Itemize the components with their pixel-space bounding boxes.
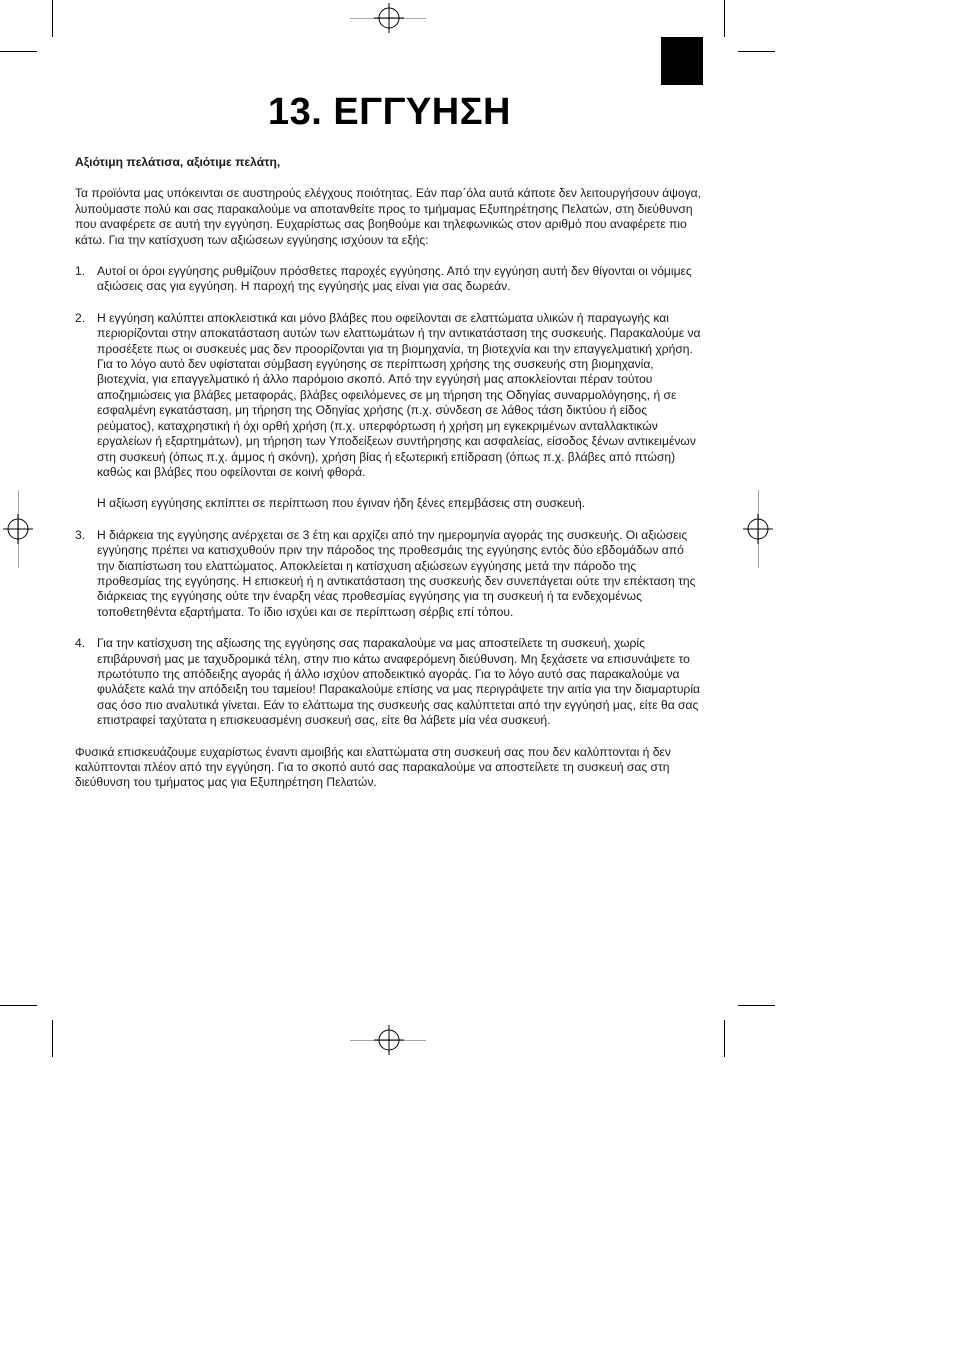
warranty-terms-list [75,264,703,729]
crop-mark [738,1005,775,1006]
item-text: Η εγγύηση καλύπτει αποκλειστικά και μόνο βλάβες που οφείλονται σε ελαττώματα υλικών ή παραγωγής και περιορίζονται στην αποκατάσταση αυτών των ελαττωμάτων ή την αντικατάσταση της συσκευής. Παρακαλούμε να προσέξετε πως οι συσκευές μας δεν προορίζονται για τη βιομηχανία, τη βιοτεχνία και την επαγγελματική χρήση. Για το λόγο αυτό δεν υφίσταται σύμβαση εγγύησης σε περίπτωση χρήσης της συσκευής στη βιομηχανία, βιοτεχνία, για επαγγελματικό ή άλλο παρόμοιο σκοπό. Από την εγγύησή μας αποκλείονται πέραν τούτου αποζημιώσεις για βλάβες μεταφοράς, βλάβες οφειλόμενες σε μη τήρηση της Οδηγίας συναρμολόγησης, ή σε εσφαλμένη εγκατάσταση, μη τήρηση της Οδηγίας χρήσης (π.χ. σύνδεση σε λάθος τάση δικτύου ή είδος ρεύματος), καταχρηστική ή όχι ορθή χρήση (π.χ. υπερφόρτωση ή χρήση μη εγκεκριμένων ανταλλακτικών εργαλείων ή εξαρτημάτων), μη τήρηση των Υποδείξεων συντήρησης και ασφαλείας, είσοδος ξένων αντικειμένων στη συσκευή (όπως π.χ. άμμος ή σκόνη), χρήση βίας ή εξωτερική επίδραση (όπως π.χ. βλάβες από πτώση) καθώς και βλάβες που οφείλονται σε κοινή φθορά. [97,310,701,479]
warranty-text [75,155,703,807]
crop-mark [758,490,759,568]
list-item [75,636,703,728]
salutation: Αξιότιμη πελάτισα, αξιότιμε πελάτη, [75,155,281,169]
crop-mark [350,18,426,19]
item-text: Η διάρκεια της εγγύησης ανέρχεται σε 3 έτη και αρχίζει από την ημερομηνία αγοράς της συσκευής. Οι αξιώσεις εγγύησης πρέπει να κατισχυθούν πριν την πάροδος της προθεσμάις της εγγύησης εντός δύο εβδομάδων από την διαπίστωση του ελαττώματος. Αποκλείεται η κατίσχυση αξιώσεων εγγύησης μετά την πάροδο της προθεσμίας της εγγύησης. Η επισκευή ή η αντικατάσταση της συσκευής δεν συνεπάγεται ούτε την επέκταση της διάρκειας της εγγύησης ούτε την έναρξη νέας προθεσμίας εγγύησης για τη συσκευή ή τα ενδεχομένως τοποθετηθέντα εξαρτήματα. Το ίδιο ισχύει και σε περίπτωση σέρβις επί τόπου. [97,527,696,619]
crop-mark [0,1005,37,1006]
item-number: 3. [75,527,86,542]
intro-paragraph: Τα προϊόντα μας υπόκεινται σε αυστηρούς ελέγχους ποιότητας. Εάν παρ΄όλα αυτά κάποτε δεν λειτουργήσουν άψογα, λυπούμαστε πολύ και σας παρακαλούμε να αποτανθείτε προς το τμήμαμας Εξυπηρέτησης Πελατών, στη διεύθυνση που αναφέρετε σε αυτή την εγγύηση. Ευχαρίστως σας βοηθούμε και τηλεφωνικώς στον αριθμό που αναφέρετε πιο κάτω. Για την κατίσχυση των αξιώσεων εγγύησης ισχύουν τα εξής: [75,186,701,247]
item-note: Η αξίωση εγγύησης εκπίπτει σε περίπτωση που έγιναν ήδη ξένες επεμβάσεις στη συσκευή. [97,496,586,511]
crop-mark [0,51,37,52]
item-text: Αυτοί οι όροι εγγύησης ρυθμίζουν πρόσθετες παροχές εγγύησης. Από την εγγύηση αυτή δεν θίγονται οι νόμιμες αξιώσεις σας για εγγύηση. Η παροχή της εγγύησής μας είναι για σας δωρεάν. [97,264,692,294]
item-text: Για την κατίσχυση της αξίωσης της εγγύησης σας παρακαλούμε να μας αποστείλετε τη συσκευή, χωρίς επιβάρυνσή μας με ταχυδρομικά τέλη, στην πιο κάτω αναφερόμενη διεύθυνση. Μη ξεχάσετε να επισυνάψετε το πρωτότυπο της απόδειξης αγοράς ή άλλο ισχύον αποδεικτικό αγοράς. Για το λόγο αυτό σας παρακαλούμε να φυλάξετε καλά την απόδειξη του ταμείου! Παρακαλούμε επίσης να μας περιγράψετε την αιτία για την διαμαρτυρία σας όσο πιο αναλυτικά γίνεται. Εάν το ελάττωμα της συσκευής σας καλύπτεται από την εγγύησή μας, είτε θα σας επιστραφεί ταχύτατα η επισκευασμένη συσκευή σας, είτε θα λάβετε μία νέα συσκευή. [97,636,700,728]
list-item [75,528,703,620]
crop-mark [350,1040,426,1041]
crop-mark [724,1020,725,1057]
item-number: 2. [75,310,86,325]
item-number: 1. [75,264,86,279]
item-number: 4. [75,636,86,651]
closing-paragraph: Φυσικά επισκευάζουμε ευχαρίστως έναντι αμοιβής και ελαττώματα στη συσκευή σας που δεν καλύπτονται ή δεν καλύπτονται πλέον από την εγγύηση. Για το σκοπό αυτό σας παρακαλούμε να αποστείλετε τη συσκευή σας στη διεύθυνση του τμήματος μας για Εξυπηρέτηση Πελατών. [75,744,671,790]
page-title: 13. ΕΓΓΥΗΣΗ [268,91,511,133]
crop-mark [18,490,19,568]
crop-mark [724,0,725,37]
list-item [75,264,703,295]
crop-mark [52,0,53,37]
list-item [75,311,703,512]
crop-mark [738,51,775,52]
section-tab [661,37,703,85]
crop-mark [52,1020,53,1057]
